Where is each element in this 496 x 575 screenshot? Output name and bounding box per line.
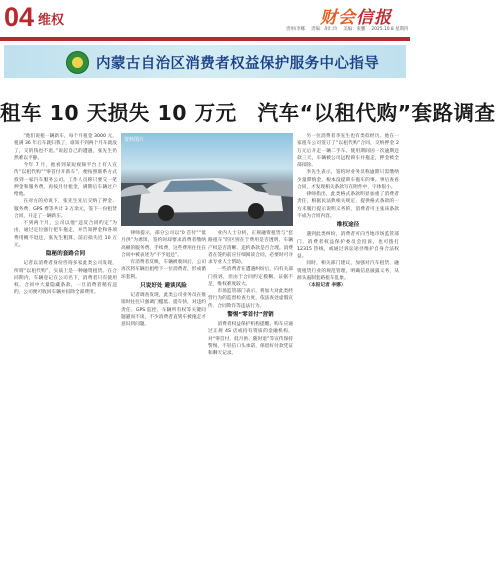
paragraph: 遇到此类纠纷，消费者可向当地市场监管部门、消费者权益保护委员会投诉，也可拨打 12315 热线，或通过诉讼途径维护自身合法权益。: [297, 232, 399, 259]
article-headline: 租车 10 天损失 10 万元 汽车“以租代购”套路调查: [0, 101, 496, 125]
consumer-association-emblem-icon: [66, 51, 89, 74]
paragraph: 市场监管部门表示，将加大对此类经营行为的监督检查力度，依法查处虚假宣传、合同欺诈等违法行为。: [208, 289, 293, 309]
article-column-2: [121, 230, 206, 563]
logo-part-2: 信报: [356, 8, 392, 28]
meta-editor: 贵州/李娜: [286, 27, 306, 32]
paragraph: 业内人士分析，正规融资租赁与“套路租车”的区别在于费用是否透明、车辆产权是否清晰、违约条款是否合理。消费者在签约前应仔细阅读合同，必要时可寻求专业人士帮助。: [208, 231, 293, 265]
meta-date: 2025.10.8 星期四: [371, 27, 409, 32]
section-banner: [4, 45, 406, 78]
article-column-3: [208, 230, 293, 563]
subheading: 隐秘的套路合同: [45, 251, 86, 257]
logo-part-1: 财会: [320, 8, 356, 28]
car-lot-photo: [121, 133, 293, 226]
paragraph: 律师指出，此类格式条款明显加重了消费者责任，根据民法典相关规定，提供格式条款的一方未履行提示说明义务的，消费者可主张该条款不成为合同内容。: [297, 192, 399, 219]
page-number: 04: [4, 2, 35, 32]
article-photo: [121, 133, 293, 226]
meta-designer: 美编：张鹏: [343, 27, 366, 32]
subheading: 警惕“零首付”营销: [227, 311, 274, 318]
paragraph: 另一位消费者李先生也有类似经历。他在一家租车公司签订了“以租代购”合同，交纳押金 2 万元后开走一辆二手车。使用期间因一次逾期还款三天，车辆被公司远程锁车并拖走，押金被全部扣除。: [297, 134, 399, 168]
paragraph: 消费者权益保护机构提醒，购车应通过正规 4S 店或持有资质的金融机构，对“零首付、低月供、随时退”等宣传保持警惕，不轻信口头承诺，保留好付款凭证和聊天记录。: [208, 322, 293, 356]
paragraph: 在对方的劝说下，张先生先后交纳了押金、服务费、GPS 费等共计 3 万余元，签下一份租赁合同，开走了一辆新车。: [14, 199, 117, 219]
paragraph: 李先生表示，签约时业务员称逾期只需缴纳少量滞纳金，根本没提锁车拖车的事。事后查看合同，才发现相关条款写在附件中，字体很小。: [297, 170, 399, 190]
subheading: 维权途径: [336, 222, 360, 228]
photo-caption: 资料图片: [124, 137, 145, 143]
meta-chief: 责编：胡仁玲: [311, 27, 338, 32]
article-byline: （本报记者 李娜）: [306, 283, 346, 288]
header-divider: [0, 37, 410, 41]
paragraph: “他们说租一辆新车，每个月租金 3000 元，租满 36 年后车就归我了，谁知不到两个月车就没了，交的钱也不退。”说起自己的遭遇，张先生仍然难以平静。: [14, 134, 117, 161]
page-header: [0, 0, 410, 38]
section-name: 维权: [38, 13, 65, 28]
paragraph: 有消费者反映，车辆被收回后，公司再次将车辆出租给下一位消费者，形成循环套利。: [121, 260, 206, 280]
paragraph: 今年 7 月，他看到某短视频平台上有人宣传“以租代购”“零首付开新车”，便按照联系方式找到一家汽车服务公司。工作人员称只要交一笔押金和服务费，再按月付租金，满期后车辆过户给他。: [14, 163, 117, 197]
subheading: 只说好处 避谈风险: [140, 282, 187, 289]
article-column-1: [14, 133, 117, 563]
banner-title: 内蒙古自治区消费者权益保护服务中心指导: [96, 56, 380, 72]
issue-meta: [286, 26, 414, 32]
paragraph: 记者以消费者身份咨询多家此类公司发现，所谓“以租代购”，实质上是一种融资租赁。在合同期内，车辆登记在公司名下，消费者只有使用权。合同中大量隐藏条款，一旦消费者稍有违约，公司便可收回车辆并扣除全部费用。: [14, 261, 117, 296]
article-column-4: [297, 133, 399, 563]
paragraph: 律师提示，部分公司以“0 首付”“低月供”为诱饵，签约时却要求消费者缴纳高额的服务费、手续费，这些费用往往在合同中被表述为“不予退还”。: [121, 231, 206, 258]
newspaper-logo: [320, 3, 392, 28]
paragraph: 不到两个月，公司以他“违反合同约定”为由，通过定位强行把车拖走，并告知押金和各项费用概不退还。张先生粗算，前后损失近 10 万元。: [14, 221, 117, 248]
paragraph: 同时，相关部门建议，加强对汽车租赁、融资租赁行业的规范管理，明确信息披露义务，从源头遏制套路租车乱象。: [297, 261, 399, 281]
paragraph: 一些消费者在遭遇纠纷后，向有关部门投诉，但由于合同约定模糊、证据不足，维权难度较大。: [208, 267, 293, 287]
paragraph: 记者调查发现，此类公司业务员在推销时往往只强调门槛低、提车快，对违约责任、GPS 监控、车辆所有权等关键问题避而不谈，不少消费者直到车被拖走才意识到问题。: [121, 293, 206, 327]
